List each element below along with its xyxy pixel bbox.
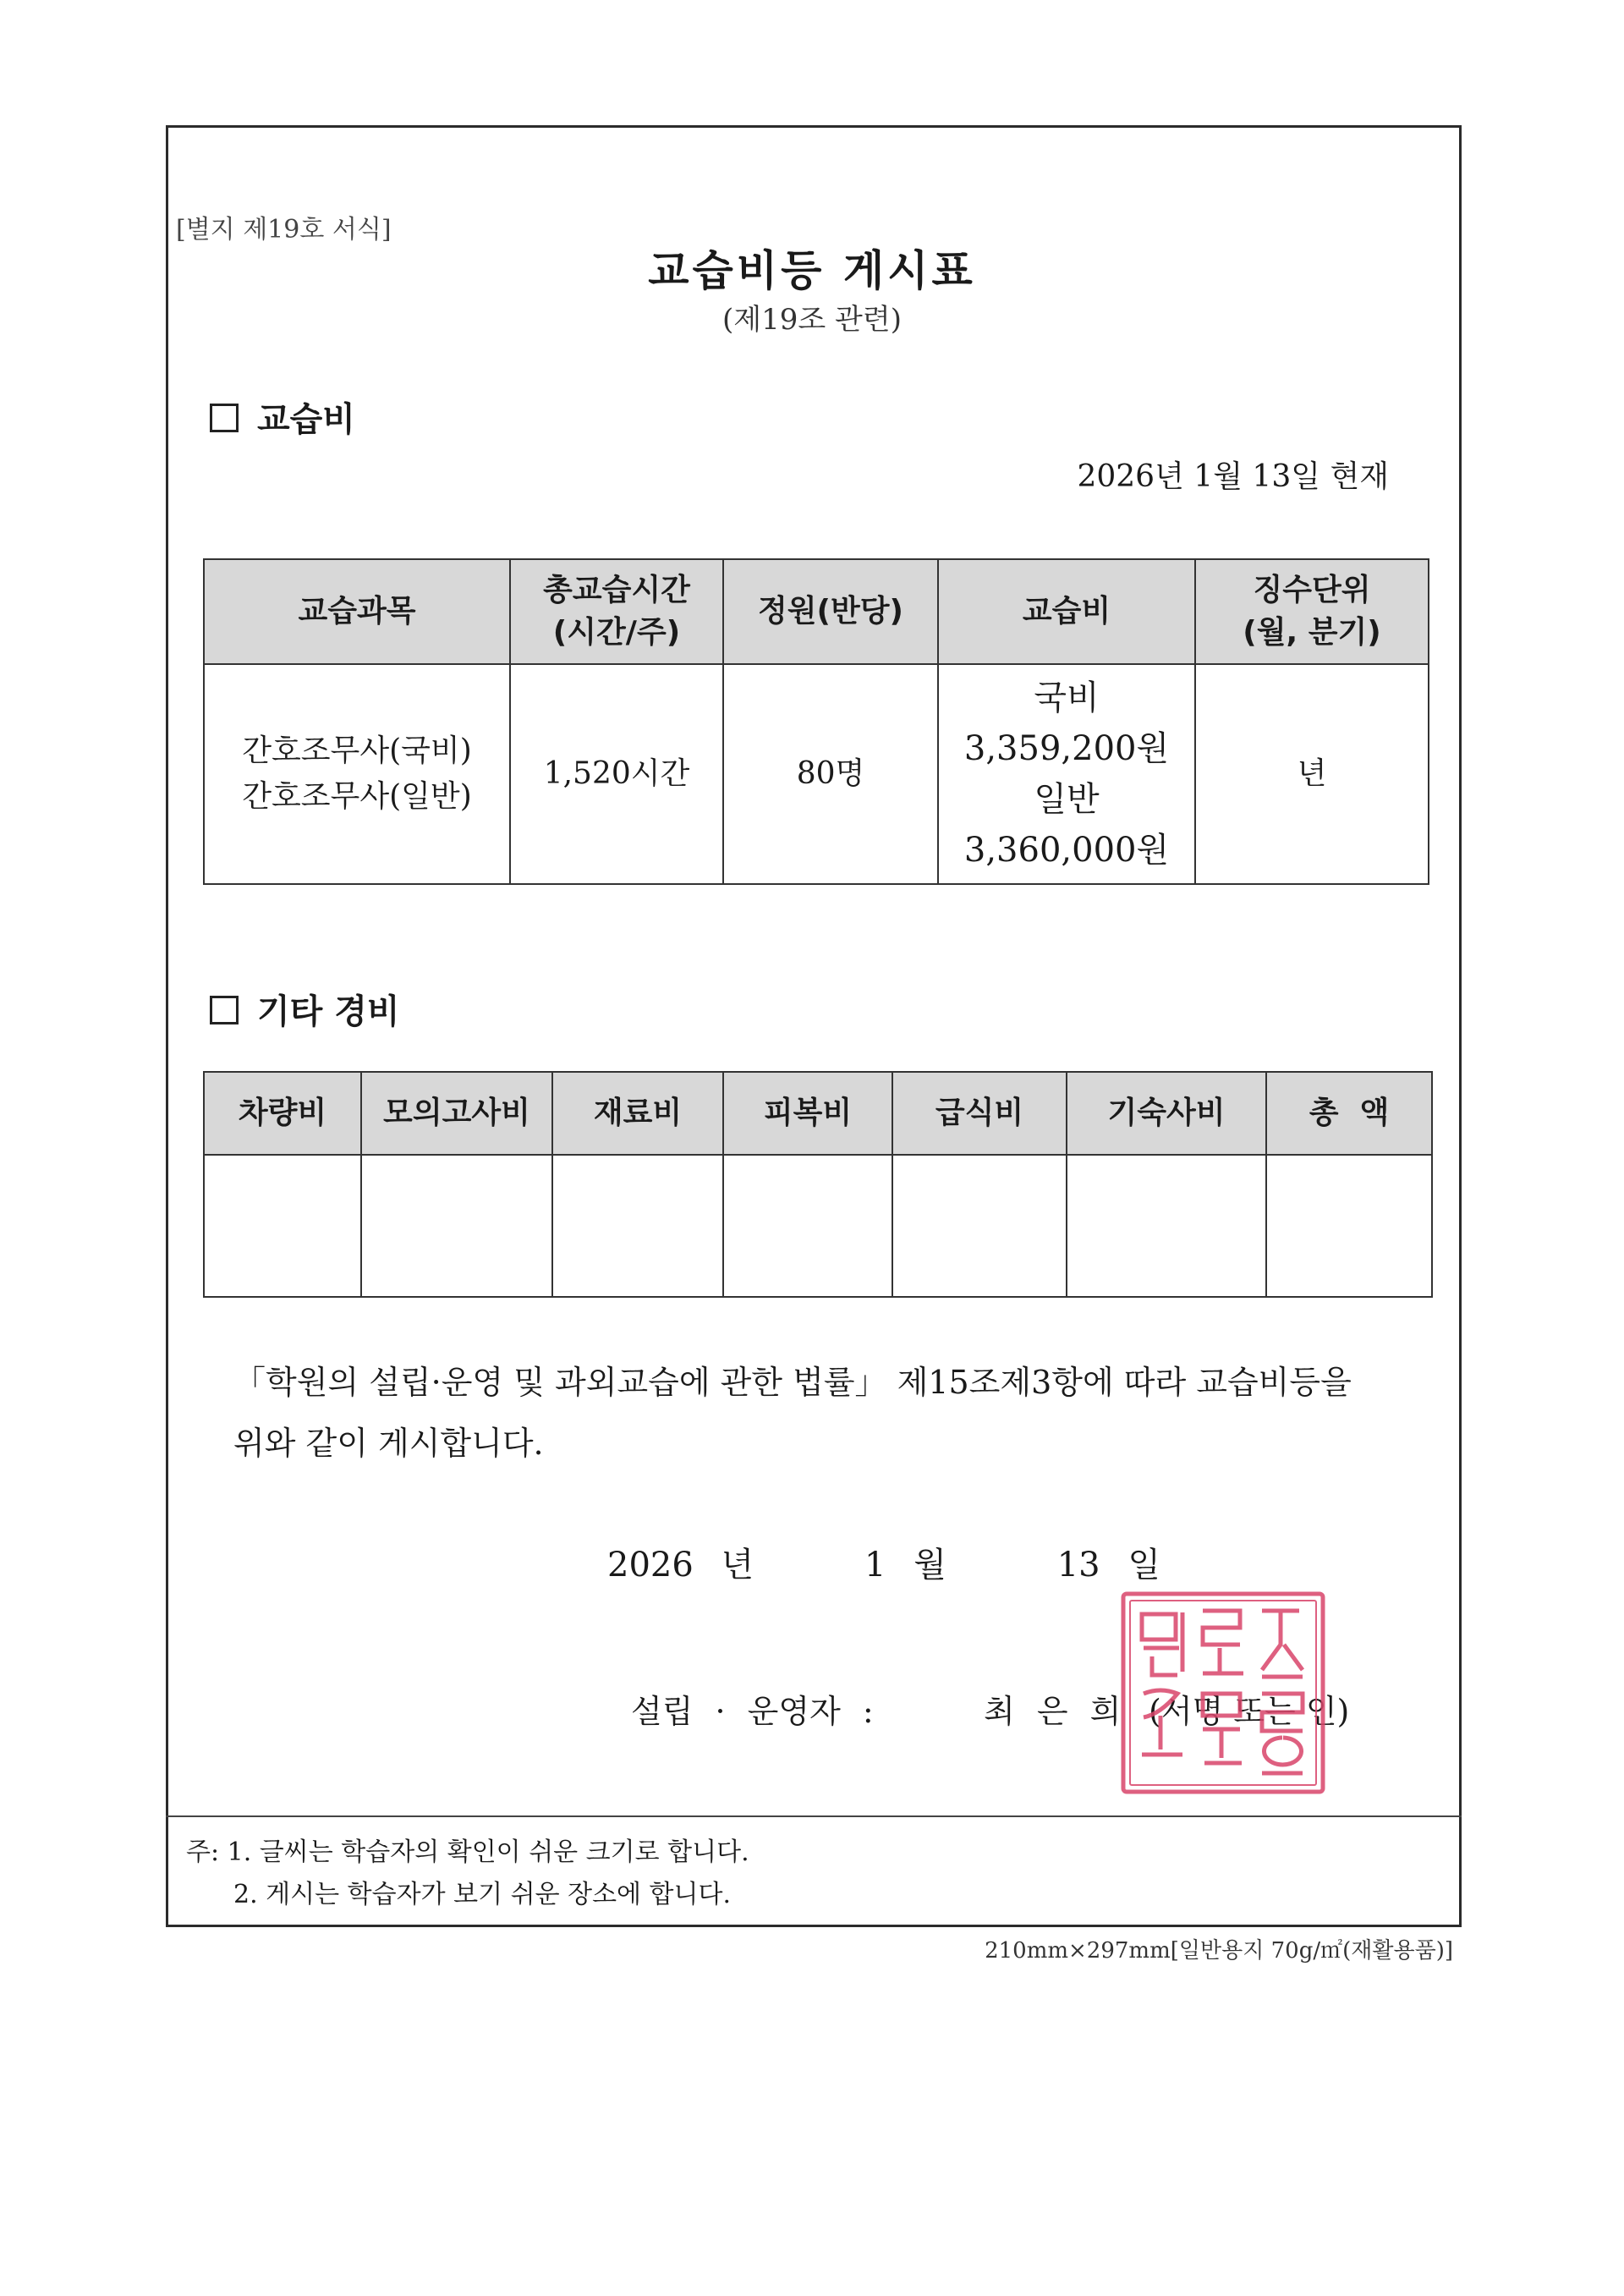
section-tuition-label: 교습비 [257, 400, 355, 439]
header-total: 총 액 [1266, 1072, 1432, 1155]
tuition-data-row [204, 664, 1429, 884]
section-tuition-heading [210, 393, 355, 441]
header-materials: 재료비 [552, 1072, 723, 1155]
document-subtitle: (제19조 관련) [722, 303, 902, 337]
total-cell [1266, 1155, 1432, 1297]
section-other-expenses-heading [210, 985, 400, 1033]
operator-line [631, 1685, 1121, 1732]
checkbox-square-icon [210, 404, 239, 432]
uniform-cell [723, 1155, 892, 1297]
header-uniform: 피복비 [723, 1072, 892, 1155]
materials-cell [552, 1155, 723, 1297]
signature-label: (서명 또는 인) [1149, 1693, 1350, 1730]
dormitory-cell [1067, 1155, 1266, 1297]
operator-label: 설립 · 운영자 : [631, 1693, 874, 1730]
section-other-expenses-label: 기타 경비 [257, 992, 400, 1031]
statement-line-1: 「학원의 설립·운영 및 과외교습에 관한 법률」 제15조제3항에 따라 교습비등을 [233, 1364, 1352, 1401]
note-1: 주: 1. 글씨는 학습자의 확인이 쉬운 크기로 합니다. [186, 1837, 749, 1867]
unit-cell: 년 [1195, 664, 1429, 884]
header-total-hours: 총교습시간 (시간/주) [510, 559, 723, 664]
header-vehicle: 차량비 [204, 1072, 361, 1155]
header-payment-unit: 징수단위 (월, 분기) [1195, 559, 1429, 664]
header-subject: 교습과목 [204, 559, 510, 664]
header-dormitory: 기숙사비 [1067, 1072, 1266, 1155]
checkbox-square-icon [210, 996, 239, 1024]
operator-name: 최 은 희 [984, 1693, 1122, 1730]
hours-cell: 1,520시간 [510, 664, 723, 884]
document-title: 교습비등 게시표 [648, 246, 976, 295]
notes-divider [166, 1815, 1462, 1817]
official-seal [1118, 1589, 1328, 1797]
other-expenses-data-row [204, 1155, 1432, 1297]
signature-date: 2026 년 1 월 13 일 [607, 1546, 1160, 1585]
tuition-header-row [204, 559, 1429, 664]
tuition-table [203, 558, 1429, 885]
fee-cell: 국비 3,359,200원 일반 3,360,000원 [938, 664, 1195, 884]
note-2: 2. 게시는 학습자가 보기 쉬운 장소에 합니다. [233, 1880, 732, 1909]
header-mock-exam: 모의고사비 [361, 1072, 552, 1155]
mock-exam-cell [361, 1155, 552, 1297]
subject-cell: 간호조무사(국비) 간호조무사(일반) [204, 664, 510, 884]
meals-cell [892, 1155, 1067, 1297]
vehicle-cell [204, 1155, 361, 1297]
capacity-cell: 80명 [723, 664, 938, 884]
header-meals: 급식비 [892, 1072, 1067, 1155]
posting-statement [233, 1352, 1418, 1474]
other-expenses-table [203, 1071, 1433, 1298]
form-number: [별지 제19호 서식] [176, 215, 392, 244]
header-capacity: 정원(반당) [723, 559, 938, 664]
paper-specification: 210mm×297mm[일반용지 70g/㎡(재활용품)] [985, 1938, 1453, 1964]
other-expenses-header-row [204, 1072, 1432, 1155]
statement-line-2: 위와 같이 게시합니다. [233, 1425, 544, 1462]
as-of-date: 2026년 1월 13일 현재 [1077, 459, 1389, 494]
header-tuition-fee: 교습비 [938, 559, 1195, 664]
